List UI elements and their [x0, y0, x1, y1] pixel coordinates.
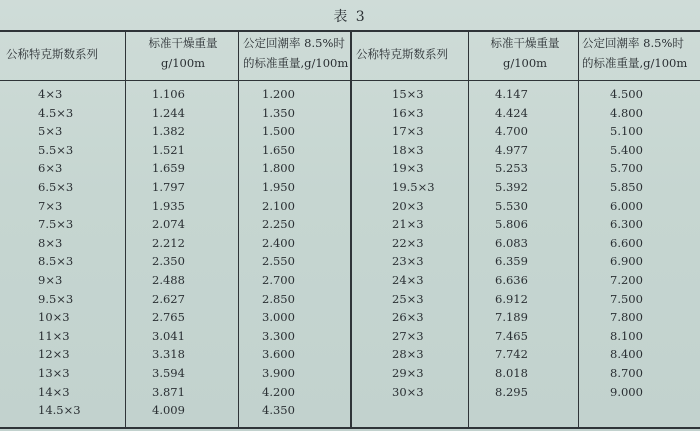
conditioned-weight-cell: 5.100 [610, 124, 643, 139]
dry-weight-cell: 2.212 [152, 235, 185, 250]
conditioned-weight-cell: 8.400 [610, 347, 643, 362]
header-dry-line1: 标准干燥重量 [490, 36, 560, 50]
dry-weight-cell: 6.083 [495, 235, 528, 250]
series-cell: 19.5×3 [392, 179, 435, 194]
conditioned-weight-cell: 2.550 [262, 254, 295, 269]
table-row [0, 308, 700, 327]
conditioned-weight-cell: 1.200 [262, 87, 295, 101]
conditioned-weight-cell: 6.900 [610, 254, 643, 269]
conditioned-weight-cell: 9.000 [610, 384, 643, 399]
conditioned-weight-cell: 3.900 [262, 365, 295, 380]
dry-weight-cell: 4.977 [495, 142, 528, 157]
header-dry-line2: g/100m [502, 56, 548, 70]
dry-weight-cell: 4.424 [495, 105, 528, 120]
series-cell: 5.5×3 [38, 142, 74, 157]
series-cell: 4.5×3 [38, 105, 74, 120]
conditioned-weight-cell: 1.500 [262, 124, 295, 139]
conditioned-weight-cell: 1.800 [262, 161, 295, 176]
conditioned-weight-cell: 2.400 [262, 235, 295, 250]
header-dry-right [472, 33, 578, 79]
conditioned-weight-cell: 4.350 [262, 403, 295, 418]
dry-weight-cell: 3.594 [152, 365, 185, 380]
series-cell: 8.5×3 [38, 254, 74, 269]
series-cell: 4×3 [38, 87, 63, 101]
conditioned-weight-cell: 4.500 [610, 87, 643, 101]
table-row [0, 178, 700, 197]
dry-weight-cell: 5.392 [495, 179, 528, 194]
dry-weight-cell: 6.636 [495, 272, 528, 287]
series-cell: 14.5×3 [38, 403, 81, 418]
dry-weight-cell: 3.318 [152, 347, 185, 362]
series-cell: 17×3 [392, 124, 424, 139]
dry-weight-cell: 1.521 [152, 142, 185, 157]
conditioned-weight-cell: 4.200 [262, 384, 295, 399]
conditioned-weight-cell: 1.650 [262, 142, 295, 157]
series-cell: 9.5×3 [38, 291, 74, 306]
table-row [0, 197, 700, 216]
dry-weight-cell: 6.359 [495, 254, 528, 269]
series-cell: 7×3 [38, 198, 63, 213]
series-cell: 9×3 [38, 272, 63, 287]
conditioned-weight-cell: 5.700 [610, 161, 643, 176]
series-cell: 16×3 [392, 105, 424, 120]
dry-weight-cell: 6.912 [495, 291, 528, 306]
conditioned-weight-cell: 3.600 [262, 347, 295, 362]
table-bottom-rule [0, 427, 700, 429]
series-cell: 22×3 [392, 235, 424, 250]
header-dry-left [130, 33, 236, 79]
header-series-left [6, 44, 124, 90]
series-cell: 26×3 [392, 310, 424, 325]
series-cell: 6×3 [38, 161, 63, 176]
table-title: 表 3 [333, 9, 367, 25]
header-cond-line1: 公定回潮率 8.5%时 [582, 36, 684, 50]
table-row [0, 290, 700, 309]
series-cell: 5×3 [38, 124, 63, 139]
conditioned-weight-cell: 5.850 [610, 179, 643, 194]
series-cell: 25×3 [392, 291, 424, 306]
table-row [0, 345, 700, 364]
conditioned-weight-cell: 1.950 [262, 179, 295, 194]
header-dry-line2: g/100m [160, 56, 206, 70]
dry-weight-cell: 3.041 [152, 328, 185, 343]
header-conditioned-left [243, 33, 349, 79]
table-row [0, 159, 700, 178]
series-cell: 11×3 [38, 328, 70, 343]
dry-weight-cell: 7.465 [495, 328, 528, 343]
table-row [0, 141, 700, 160]
conditioned-weight-cell: 3.300 [262, 328, 295, 343]
dry-weight-cell: 8.018 [495, 365, 528, 380]
series-cell: 12×3 [38, 347, 70, 362]
dry-weight-cell: 2.627 [152, 291, 185, 306]
conditioned-weight-cell: 7.800 [610, 310, 643, 325]
conditioned-weight-cell: 2.850 [262, 291, 295, 306]
header-cond-line2: 的标准重量,g/100m [582, 56, 688, 70]
conditioned-weight-cell: 4.800 [610, 105, 643, 120]
conditioned-weight-cell: 7.500 [610, 291, 643, 306]
dry-weight-cell: 1.797 [152, 179, 185, 194]
conditioned-weight-cell: 6.600 [610, 235, 643, 250]
table-row [0, 271, 700, 290]
series-cell: 18×3 [392, 142, 424, 157]
series-cell: 15×3 [392, 87, 424, 101]
conditioned-weight-cell: 1.350 [262, 105, 295, 120]
dry-weight-cell: 2.350 [152, 254, 185, 269]
conditioned-weight-cell: 2.100 [262, 198, 295, 213]
series-cell: 24×3 [392, 272, 424, 287]
dry-weight-cell: 7.742 [495, 347, 528, 362]
dry-weight-cell: 4.700 [495, 124, 528, 139]
conditioned-weight-cell: 3.000 [262, 310, 295, 325]
conditioned-weight-cell: 8.700 [610, 365, 643, 380]
dry-weight-cell: 4.147 [495, 87, 528, 101]
table-row [0, 85, 700, 104]
series-cell: 7.5×3 [38, 217, 74, 232]
series-cell: 14×3 [38, 384, 70, 399]
header-cond-line2: 的标准重量,g/100m [243, 56, 349, 70]
conditioned-weight-cell: 5.400 [610, 142, 643, 157]
series-cell: 23×3 [392, 254, 424, 269]
series-cell: 10×3 [38, 310, 70, 325]
table-row [0, 104, 700, 123]
table-row [0, 364, 700, 383]
series-cell: 27×3 [392, 328, 424, 343]
series-cell: 29×3 [392, 365, 424, 380]
header-cond-line1: 公定回潮率 8.5%时 [243, 36, 345, 50]
header-conditioned-right [582, 33, 700, 79]
dry-weight-cell: 1.382 [152, 124, 185, 139]
header-dry-line1: 标准干燥重量 [148, 36, 218, 50]
conditioned-weight-cell: 2.700 [262, 272, 295, 287]
series-cell: 30×3 [392, 384, 424, 399]
dry-weight-cell: 5.530 [495, 198, 528, 213]
dry-weight-cell: 8.295 [495, 384, 528, 399]
dry-weight-cell: 1.935 [152, 198, 185, 213]
dry-weight-cell: 2.074 [152, 217, 185, 232]
series-cell: 8×3 [38, 235, 63, 250]
conditioned-weight-cell: 6.300 [610, 217, 643, 232]
series-cell: 13×3 [38, 365, 70, 380]
dry-weight-cell: 1.106 [152, 87, 185, 101]
conditioned-weight-cell: 2.250 [262, 217, 295, 232]
series-cell: 19×3 [392, 161, 424, 176]
dry-weight-cell: 1.244 [152, 105, 185, 120]
dry-weight-cell: 7.189 [495, 310, 528, 325]
table-row [0, 327, 700, 346]
header-series-text: 公称特克斯数系列 [356, 47, 448, 61]
series-cell: 20×3 [392, 198, 424, 213]
table-row [0, 383, 700, 402]
dry-weight-cell: 5.253 [495, 161, 528, 176]
conditioned-weight-cell: 7.200 [610, 272, 643, 287]
series-cell: 6.5×3 [38, 179, 74, 194]
table-row [0, 401, 700, 420]
dry-weight-cell: 4.009 [152, 403, 185, 418]
table-row [0, 234, 700, 253]
table-row [0, 215, 700, 234]
dry-weight-cell: 2.488 [152, 272, 185, 287]
dry-weight-cell: 2.765 [152, 310, 185, 325]
header-series-text: 公称特克斯数系列 [6, 47, 98, 61]
conditioned-weight-cell: 8.100 [610, 328, 643, 343]
dry-weight-cell: 3.871 [152, 384, 185, 399]
dry-weight-cell: 1.659 [152, 161, 185, 176]
table-row [0, 122, 700, 141]
table-row [0, 252, 700, 271]
series-cell: 28×3 [392, 347, 424, 362]
header-series-right [356, 44, 468, 90]
series-cell: 21×3 [392, 217, 424, 232]
dry-weight-cell: 5.806 [495, 217, 528, 232]
table-body [0, 85, 700, 420]
conditioned-weight-cell: 6.000 [610, 198, 643, 213]
